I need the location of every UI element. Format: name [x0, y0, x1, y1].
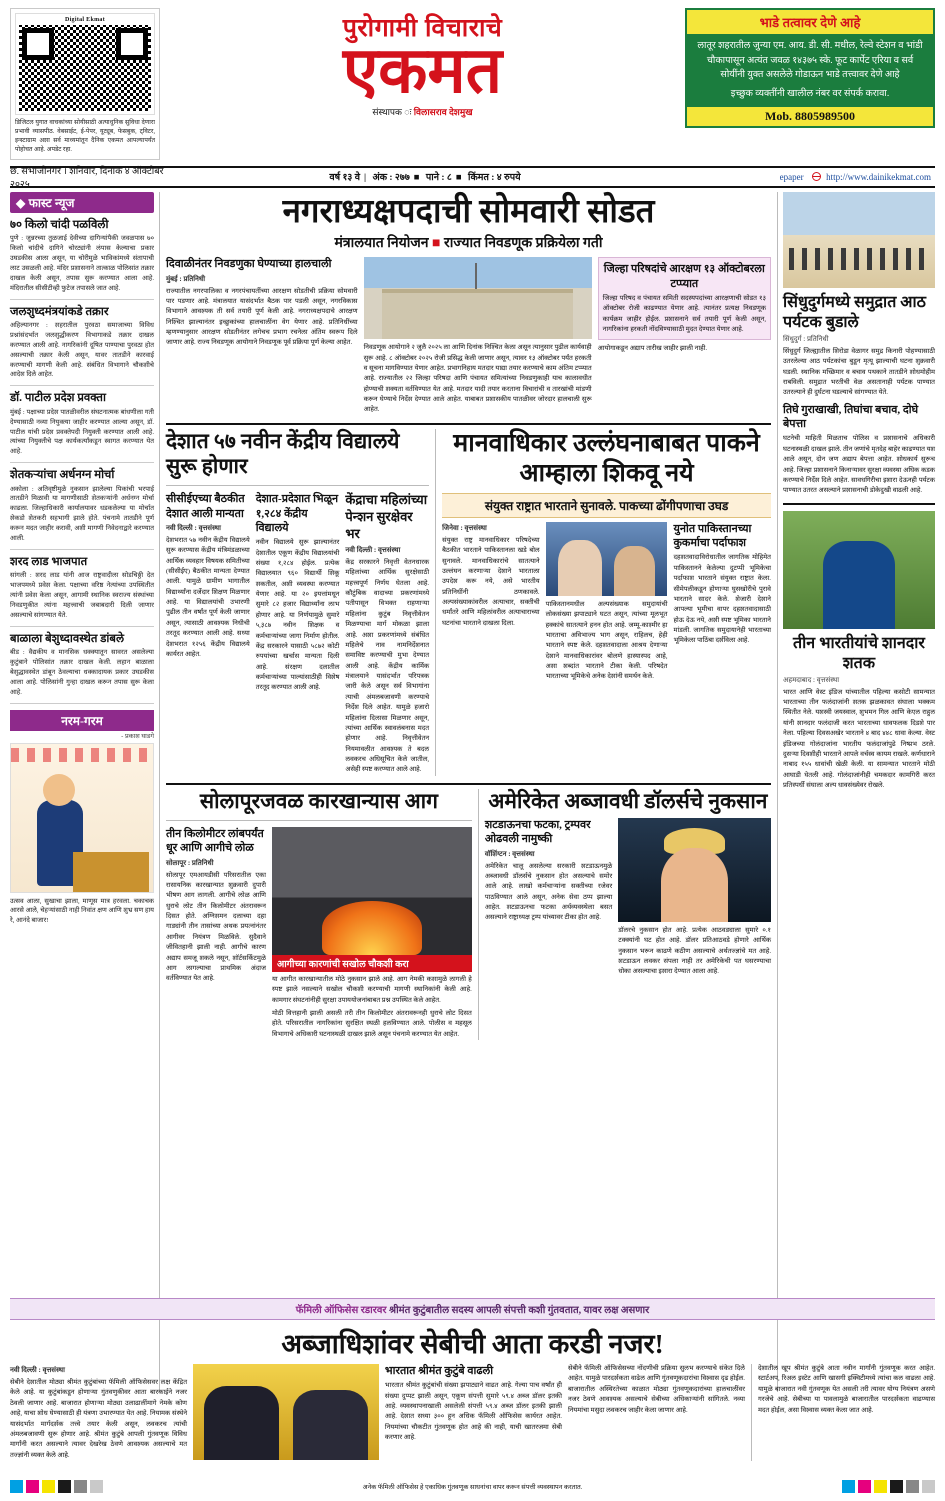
left-sidebar	[10, 192, 160, 1392]
title-block	[166, 8, 679, 118]
fire-text: सोलापूर एमआयडीसी परिसरातील एका रासायनिक कारखान्यात शुक्रवारी दुपारी भीषण आग लागली. आगीचे लोळ आणि धुराचे लोट तीन किलोमीटर अंतरावरून दिसत होते. अग्निशमन दलाच्या दहा गाड्यांनी तीन तासांच्या अथक प्रयत्नांनंतर आगीवर नियंत्रण मिळविले. सुदैवाने जीवितहानी झाली नाही. आगीचे कारण अद्याप समजू शकले नसून, शॉर्टसर्किटमुळे आग लागल्याचा प्राथमिक अंदाज वर्तविण्यात येत आहे.	[166, 871, 266, 983]
fire-photo	[272, 827, 472, 955]
fast-news-item-text: अहिल्यानगर : शहरातील पुरवठा समाजाच्या विविध प्रश्नांसंदर्भात जलशुद्धीकरण विभागाकडे तक्रार दाखल करण्यात आली आहे. नागरिकांनी दूषित पाण्याचा पुरवठा होत असल्याची तक्रार केली असून, यावर तातडीने कारवाई करण्याची मागणी केली आहे. संबंधित विभागाने चौकशीचे आदेश दिले आहेत.	[10, 322, 154, 379]
america-sub: शटडाऊनचा फटका, ट्रम्पवर ओढवली नामुष्की	[484, 818, 591, 846]
fast-news-item-text: बीड : वैद्यकीय व मानसिक धक्क्यातून सावरत असलेल्या कुटुंबाने पोलिसांत तक्रार दाखल केली. लहान बाळाला बेशुद्धावस्थेत डांबून ठेवल्याचा धक्कादायक प्रकार उघडकीस आला आहे. पोलिसांनी गुन्हा दाखल करून तपास सुरू केला आहे.	[10, 649, 154, 696]
pension-byline: नवी दिल्ली : वृत्तसंस्था	[345, 545, 401, 554]
sebi-headline[interactable]: अब्जाधिशांवर सेबीची आता करडी नजर!	[281, 1329, 664, 1359]
human-rights-headline[interactable]: मानवाधिकार उल्लंघनाबाबत पाकने आम्हाला शिकवू नये	[453, 429, 760, 487]
advertisement-box[interactable]	[685, 8, 935, 128]
pension-text: केंद्र सरकारने निवृत्ती वेतनधारक महिलांच्या आर्थिक सुरक्षेसाठी महत्त्वपूर्ण निर्णय घेतला आहे. कौटुंबिक वादाच्या प्रकरणांमध्ये पतीपासून विभक्त राहणाऱ्या महिलांना कुटुंब निवृत्तीवेतन मिळण्याचा मार्ग मोकळा झाला आहे. अशा प्रकरणांमध्ये संबंधित महिलेचे नाव नामनिर्देशनात समाविष्ट करण्याची मुभा देण्यात आली आहे. केंद्रीय कार्मिक मंत्रालयाने यासंदर्भात परिपत्रक जारी केले असून सर्व विभागांना त्याची अंमलबजावणी करण्याचे निर्देश दिले आहेत. यामुळे हजारो महिलांना दिलासा मिळणार असून, त्यांच्या आर्थिक स्वावलंबनास मदत होणार आहे. निवृत्तीवेतन नियमावलीत आवश्यक ते बदल लवकरच अधिसूचित केले जातील, असेही स्पष्ट करण्यात आले आहे.	[345, 558, 430, 774]
qr-inner	[15, 13, 155, 115]
fast-news-item-title: बाळाला बेशुध्दावस्थेत डांबले	[10, 632, 125, 645]
fast-news-item-title: शरद लाड भाजपात	[10, 555, 88, 568]
kendriya-c2-head: देशात-प्रदेशात भिळून १,२८४ केंद्रीय विद्यालये	[255, 493, 339, 534]
lead-headline[interactable]: नगराध्यक्षपदाची सोमवारी सोडत	[282, 193, 655, 230]
right-sidebar	[777, 192, 935, 1392]
america-headline[interactable]: अमेरिकेत अब्जावधी डॉलर्सचे नुकसान	[488, 788, 768, 813]
epaper-label: epaper	[779, 171, 804, 182]
kendriya-headline[interactable]: देशात ५७ नवीन केंद्रीय विद्यालये सुरू होणार	[166, 428, 400, 479]
america-text-2: डॉलरचे नुकसान होत आहे. प्रत्येक आठवड्याला सुमारे ०.१ टक्क्यांनी घट होत आहे. डॉलर प्रतिआठवडे होणारे आर्थिक नुकसान भरून काढणे कठीण असल्याचे अर्थतज्ज्ञांचे मत आहे. शटडाऊन लवकर संपला नाही तर अमेरिकेची पत घसरण्याचा धोका असल्याचा इशारा देण्यात आला आहे.	[618, 926, 771, 976]
zp-note: आयोगाकडून अद्याप तारीख जाहीर झाली नाही.	[597, 345, 708, 353]
color-dot	[26, 1480, 39, 1493]
color-dot	[906, 1480, 919, 1493]
kendriya-c1-head: सीसीईएच्या बैठकीत देशात आली मान्यता	[166, 493, 245, 520]
sebi-col-1	[10, 1364, 187, 1461]
masthead	[10, 8, 935, 160]
sebi-text-3: सेबीने फॅमिली ऑफिसेसच्या नोंदणीची प्रक्रिया सुलभ करण्याचे संकेत दिले आहेत. यामुळे पारदर्शकता वाढेल आणि गुंतवणूकदारांचा विश्वास दृढ होईल. बाजारातील अस्थिरतेच्या काळात मोठ्या गुंतवणूकदारांच्या हालचालींवर नजर ठेवणे आवश्यक असल्याचे सेबीच्या अधिकाऱ्यांनी सांगितले. नव्या नियमांचा मसुदा लवकरच जाहीर केला जाणार आहे.	[567, 1365, 745, 1414]
zp-text: जिल्हा परिषद व पंचायत समिती सदस्यपदांच्या आरक्षणाची सोडत १३ ऑक्टोबर रोजी काढण्यात येणार आहे. त्यानंतर प्रत्यक्ष निवडणूक कार्यक्रम जाहीर होईल. प्रशासनाने सर्व तयारी पूर्ण केली असून, नागरिकांना हरकती नोंदविण्यासाठी मुदत देण्यात येणार आहे.	[602, 294, 766, 333]
hr-right-head: युनोत पाकिस्तानच्या कुकर्माचा पर्दाफाश	[673, 522, 752, 550]
america-text-1: अमेरिकेत चालू असलेल्या सरकारी शटडाऊनमुळे अब्जावधी डॉलर्सचे नुकसान होत असल्याचे समोर आले आहे. लाखो कर्मचाऱ्यांना सक्तीच्या रजेवर पाठविण्यात आले असून, अनेक सेवा ठप्प झाल्या आहेत. शटडाऊनचा फटका अर्थव्यवस्थेला बसत असल्याने राष्ट्राध्यक्ष ट्रम्प यांच्यावर टीका होत आहे.	[484, 862, 613, 922]
color-registration-right	[842, 1480, 935, 1493]
fire-byline: सोलापूर : प्रतिनिधी	[166, 858, 214, 867]
ad-title: भाडे तत्वावर देणे आहे	[687, 10, 933, 34]
zp-reservation-box	[598, 257, 771, 340]
sebi-strip-text: श्रीमंत कुटुंबातील सदस्य आपली संपत्ती कशी गुंतवतात, यावर लक्ष असणार	[388, 1305, 650, 1316]
fire-col-1	[166, 827, 266, 1040]
america-columns	[485, 818, 771, 978]
website-url[interactable]: http://www.dainikekmat.com	[826, 171, 931, 182]
list-item[interactable]	[10, 386, 154, 463]
cartoon-head	[43, 774, 75, 806]
sebi-col-5	[751, 1364, 935, 1461]
color-dot	[90, 1480, 103, 1493]
color-dot	[874, 1480, 887, 1493]
qr-label: Digital Ekmat	[64, 17, 106, 23]
masthead-title: एकमत	[342, 34, 503, 106]
sindhudurg-text-2: घटनेची माहिती मिळताच पोलिस व प्रशासनाचे अधिकारी घटनास्थळी दाखल झाले. तीन जणांचे मृतदेह बाहेर काढण्यात यश आले असून, दोन जण अद्याप बेपत्ता आहेत. शोधकार्य सुरूच आहे. जिल्हा प्रशासनाने किनाऱ्यावर सुरक्षा व्यवस्था अधिक कडक करण्याचे निर्देश दिले आहेत. सावधगिरीचा इशारा देऊनही पर्यटक पाण्यात उतरत असल्याने प्रशासनाची डोकेदुखी वाढली आहे.	[783, 435, 935, 495]
sindhudurg-headline[interactable]: सिंधुदुर्गमध्ये समुद्रात आठ पर्यटक बुडाले	[783, 293, 926, 331]
price: किंमत : ४ रुपये	[468, 173, 521, 184]
founder-label: संस्थापक ः	[372, 106, 412, 117]
lead-c1-text: राज्यातील नगरपालिका व नगरपंचायतींच्या आरक्षण सोडतीची प्रक्रिया सोमवारी पार पडणार आहे. मंत्रालयात यासंदर्भात बैठक पार पडली असून, नगरविकास विभागाने आवश्यक ती सर्व तयारी पूर्ण केली आहे. नगराध्यक्षपदाचे आरक्षण निश्चित झाल्यानंतर इच्छुकांच्या हालचालींना वेग येणार आहे. प्रतिनिधींच्या म्हणण्यानुसार आरक्षण सोडतीनंतर लगेचच प्रभाग रचनेला अंतिम स्वरूप दिले जाणार आहे. राज्य निवडणूक आयोगाने निवडणूक पूर्व प्रक्रिया पूर्ण केल्या आहेत.	[166, 287, 358, 347]
color-dot	[890, 1480, 903, 1493]
kendriya-c2-text: नवीन विद्यालये सुरू झाल्यानंतर देशातील एकूण केंद्रीय विद्यालयांची संख्या १,२८४ होईल. प्रत्येक विद्यालयात ९६० विद्यार्थी शिकू शकतील, अशी व्यवस्था करण्यात येणार आहे. या २० इयत्तांमधून सुमारे ८२ हजार विद्यार्थ्यांना लाभ होणार आहे. या निर्णयामुळे सुमारे ५,३८७ नवीन शिक्षक व कर्मचाऱ्यांच्या जागा निर्माण होतील. केंद्र सरकारने यासाठी ५८७२ कोटी रुपयांच्या खर्चास मान्यता दिली आहे. संरक्षण दलातील कर्मचाऱ्यांच्या पाल्यांसाठीही विशेष तरतूद करण्यात आली आहे.	[255, 539, 340, 692]
fire-tail-text: मोठी वित्तहानी झाली असली तरी तीन किलोमीटर अंतरावरूनही धुराचे लोट दिसत होते. परिसरातील नागरिकांना सुरक्षित स्थळी हलविण्यात आले. पोलीस व महसूल विभागाचे अधिकारी घटनास्थळी दाखल झाले असून पंचनामे करण्यात येत आहेत.	[271, 1010, 472, 1038]
fire-caption-text: या आगीत कारखान्यातील मोठे नुकसान झाले आहे. आग नेमकी कशामुळे लागली हे स्पष्ट झाले नसल्याने सखोल चौकशी करण्याची मागणी स्थानिकांनी केली आहे. कामगार संघटनांनीही सुरक्षा उपाययोजनांबाबत प्रश्न उपस्थित केले आहेत.	[271, 975, 472, 1004]
hr-byline: जिनेवा : वृत्तसंस्था	[442, 523, 487, 532]
fast-news-item-text: सांगली : शरद लाड यांनी आज राष्ट्रवादीला सोडचिठ्ठी देत भाजपमध्ये प्रवेश केला. पक्षाच्या वरिष्ठ नेत्यांच्या उपस्थितीत त्यांनी प्रवेश केला असून, आगामी स्थानिक स्वराज्य संस्थांच्या निवडणुकीत त्यांना महत्त्वाची जबाबदारी दिली जाणार असल्याचे सांगण्यात येते.	[10, 572, 154, 619]
crowd-silhouette	[789, 248, 929, 270]
cricket-headline[interactable]: तीन भारतीयांचे शानदार शतक	[793, 634, 925, 672]
kendriya-col-1	[166, 492, 250, 776]
hr-text-2: पाकिस्तानमधील अल्पसंख्याक समुदायांची लोकसंख्या झपाट्याने घटत असून, त्यांच्या मूलभूत हक्कांचे सातत्याने हनन होत आहे. जम्मू-काश्मीर हा भारताचा अविभाज्य भाग असून, राहिलच, हेही भारताने स्पष्ट केले. दहशतवादाला आश्रय देणाऱ्या देशाने मानवाधिकारांवर बोलणे हास्यास्पद आहे, अशा शब्दांत भारताने टीका केली. परिषदेत भारताच्या भूमिकेचे अनेक देशांनी समर्थन केले.	[545, 600, 668, 681]
cricket-byline: अहमदाबाद : वृत्तसंस्था	[783, 675, 840, 684]
divider	[166, 423, 771, 425]
sindhudurg-sub: तिघे गुराखाखी, तिघांचा बचाव, दोघे बेपत्ता	[783, 403, 919, 431]
separator-icon: ■	[432, 236, 441, 252]
human-rights-columns	[442, 522, 771, 683]
lead-col-3	[598, 257, 771, 416]
lead-col-1	[166, 257, 358, 416]
america-col-2	[618, 818, 771, 978]
list-item[interactable]	[10, 627, 154, 704]
issue-number: अंक : २७७	[372, 173, 410, 184]
volume: वर्ष १३ वे	[329, 173, 360, 184]
narm-garam-header: नरम-गरम	[10, 710, 154, 731]
qr-caption: डिजिटल युगात वाचकांच्या सोयीसाठी अत्याधुनिक सुविधा देणारा प्रभावी व्यासपीठ. वेबसाईट, ई-पेपर, यूट्यूब, फेसबुक, ट्विटर, इन्स्टाग्राम अशा सर्व माध्यमांतून दैनिक एकमत आपल्यापर्यंत पोहोचत आहे. अपडेट रहा.	[15, 119, 155, 153]
color-dot	[42, 1480, 55, 1493]
lead-c1-byline: मुंबई : प्रतिनिधी	[166, 274, 206, 283]
politician-photo	[618, 818, 771, 922]
kendriya-col-2	[256, 492, 340, 776]
content-grid	[10, 192, 935, 1392]
hr-col-1	[442, 522, 540, 683]
america-col-1	[485, 818, 612, 978]
hr-col-2	[546, 522, 668, 683]
qr-panel	[10, 8, 160, 160]
list-item[interactable]	[10, 300, 154, 387]
cricket-photo	[783, 511, 935, 629]
hr-right-text: दहशतवादाविरोधातील जागतिक मोहिमेत पाकिस्तानने केलेल्या दुटप्पी भूमिकेचा पर्दाफाश भारताने संयुक्त राष्ट्रात केला. सीमेपलीकडून होणाऱ्या घुसखोरीचे पुरावे भारताने सादर केले. शेजारी देशाने आपल्या भूमीचा वापर दहशतवादासाठी होऊ देऊ नये, अशी स्पष्ट भूमिका भारताने मांडली. जागतिक समुदायानेही भारताच्या भूमिकेला पाठिंबा दर्शविला आहे.	[673, 554, 771, 645]
kendriya-c1-byline: नवी दिल्ली : वृत्तसंस्था	[166, 523, 221, 532]
main-column	[160, 192, 777, 1392]
pension-story	[345, 492, 429, 776]
fast-news-item-text: पुणे : जुन्नरच्या तुळजाई देवीच्या दागिन्यांपैकी जवळपास ७० किलो चांदीचे दागिने चोरट्यांनी लंपास केल्याचा प्रकार उघडकीस आला असून, या चोरीमुळे भाविकांमध्ये संतापाची लाट उसळली आहे. मंदिर प्रशासनाने तात्काळ पोलिसांत तक्रार दाखल केली असून, तपास सुरू करण्यात आला आहे. मंदिरातील सीसीटीव्ही फुटेज तपासले जात आहे.	[10, 235, 154, 292]
sebi-text-1: सेबीने देशातील मोठ्या श्रीमंत कुटुंबांच्या फॅमिली ऑफिसेसवर लक्ष केंद्रित केले आहे. या कुटुंबांकडून होणाऱ्या गुंतवणुकीवर आता बारकाईने नजर ठेवली जाणार आहे. बाजारात होणाऱ्या मोठ्या उलाढालींमागे नेमके कोण आहे, याचा शोध घेण्यासाठी ही यंत्रणा उभारण्यात येत आहे. नियामक संस्थेने यासंदर्भात मार्गदर्शक तत्त्वे तयार केली असून, लवकरच त्यांची अंमलबजावणी सुरू होणार आहे. श्रीमंत कुटुंबे आपली गुंतवणूक विविध मार्गांनी करत असल्याने त्यावर देखरेख ठेवणे आवश्यक असल्याचे मत तज्ज्ञांनी व्यक्त केले आहे.	[10, 1379, 188, 1459]
kendriya-story	[166, 429, 436, 776]
color-dot	[74, 1480, 87, 1493]
lead-sub-left: मंत्रालयात नियोजन	[334, 236, 429, 252]
cartoon-table	[73, 852, 149, 892]
epaper-link[interactable]	[685, 172, 935, 182]
color-dot	[858, 1480, 871, 1493]
pension-headline[interactable]: केंद्राचा महिलांच्या पेन्शन सुरक्षेवर भर	[345, 492, 428, 542]
businessmen-photo	[193, 1364, 379, 1460]
fast-news-item-title: डॉ. पाटील प्रदेश प्रवक्ता	[10, 392, 106, 405]
kendriya-c1-text: देशभरात ५७ नवीन केंद्रीय विद्यालये सुरू करण्यास केंद्रीय मंत्रिमंडळाच्या आर्थिक व्यवहार विषयक समितीच्या (सीसीईए) बैठकीत मान्यता देण्यात आली. यामुळे ग्रामीण भागातील विद्यार्थ्यांना दर्जेदार शिक्षण मिळणार आहे. या विद्यालयांची उभारणी पुढील तीन वर्षांत पूर्ण केली जाणार असून, त्यासाठी आवश्यक निधीची तरतूद करण्यात आली आहे. सध्या देशभरात १२५६ केंद्रीय विद्यालये कार्यरत आहेत.	[166, 536, 250, 658]
list-item[interactable]	[10, 213, 154, 300]
hr-col-3	[673, 522, 771, 683]
qr-code-icon[interactable]	[19, 25, 151, 111]
color-dot	[842, 1480, 855, 1493]
fire-col-2	[272, 827, 472, 1040]
list-item[interactable]	[10, 463, 154, 550]
footer-bar	[10, 1480, 935, 1493]
lead-c2-text: निवडणूक आयोगाने २ जुलै २०२५ ला आणि दिनांक निश्चित केला असून त्यानुसार पुढील कार्यवाही सुरू आहे. ८ ऑक्टोबर २०२५ रोजी प्रसिद्ध केली जाणार असून, त्यावर १३ ऑक्टोबर पर्यंत हरकती व सूचना मागविण्यात येणार आहेत. प्रभागनिहाय मतदार याद्या तयार करण्याचे काम अंतिम टप्प्यात आहे. राज्यातील २२ जिल्हा परिषदा आणि पंचायत समित्यांच्या निवडणुकाही याच कालावधीत होण्याची शक्यता वर्तविण्यात येत आहे. मतदार यादी तयार करताना विचारांची व तारखांची मांडणी करून घेण्याचे निर्देश देण्यात आले आहेत. याबाबत प्रशासकीय पातळीवर जोरदार हालचाली सुरू आहेत.	[363, 344, 592, 414]
color-dot	[922, 1480, 935, 1493]
beach-photo	[783, 192, 935, 288]
cartoon-illustration	[10, 743, 154, 893]
fast-news-item-text: अकोला : अतिवृष्टीमुळे नुकसान झालेल्या पिकांची भरपाई तातडीने मिळावी या मागणीसाठी शेतकऱ्यांनी अर्धनग्न मोर्चा काढला. जिल्हाधिकारी कार्यालयावर धडकलेल्या या मोर्चात शेकडो शेतकरी सहभागी झाले होते. पंचनामे तातडीने पूर्ण करून मदत जाहीर करावी, अशी मागणी निवेदनाद्वारे करण्यात आली.	[10, 485, 154, 543]
sebi-strip	[10, 1298, 935, 1320]
bottom-section	[10, 1298, 935, 1461]
masthead-founder	[166, 105, 679, 118]
cartoonist-credit: - प्रकाश घाडगे	[121, 732, 154, 740]
fast-news-item-text: मुंबई : पक्षाच्या प्रदेश पातळीवरील संघटनात्मक बांधणीला गती देण्यासाठी नव्या नियुक्त्या जाहीर करण्यात आल्या असून, डॉ. पाटील यांची प्रदेश प्रवक्तेपदी नियुक्ती करण्यात आली आहे. त्यांच्या नियुक्तीचे पक्ष कार्यकर्त्यांकडून स्वागत करण्यात येत आहे.	[10, 408, 154, 456]
sebi-text-2: भारतात श्रीमंत कुटुंबांची संख्या झपाट्याने वाढत आहे. गेल्या पाच वर्षांत ही संख्या दुप्पट झाली असून, एकूण संपत्ती सुमारे ५९.४ अब्ज डॉलर इतकी आहे. व्यवस्थापनाखाली असलेली संपत्ती ५९.४ अब्ज डॉलर इतकी झाली आहे. देशात सध्या ३०० हून अधिक फॅमिली ऑफिसेस कार्यरत आहेत. नियमांच्या चौकटीत गुंतवणूक होत आहे की नाही, याची खातरजमा सेबी करणार आहे.	[384, 1382, 562, 1442]
sindhudurg-text-1: सिंधुदुर्ग जिल्ह्यातील शिरोडा वेळागर समुद्र किनारी पोहण्यासाठी उतरलेल्या आठ पर्यटकांचा बुडून मृत्यू झाल्याची घटना शुक्रवारी घडली. स्थानिक मच्छिमार व बचाव पथकाने तातडीने शोधमोहीम राबविली. समुद्रात भरतीची वेळ असतानाही पर्यटक पाण्यात उतरल्याने ही दुर्घटना घडल्याचे सांगण्यात येते.	[783, 347, 935, 397]
bunting-decoration	[11, 748, 153, 762]
color-registration-left	[10, 1480, 103, 1493]
kendriya-columns	[166, 492, 429, 776]
edition-date: छ. संभाजीनगर । शनिवार, दिनांक ४ ऑक्टोबर २०२५	[10, 166, 164, 190]
fire-sub: तीन किलोमीटर लांबपर्यंत धूर आणि आगीचे लोळ	[166, 827, 264, 855]
sebi-strip-tag: फॅमिली ऑफिसेस रडारवर	[295, 1305, 387, 1316]
ad-body	[687, 34, 933, 107]
fire-columns	[166, 827, 472, 1040]
page-count: पाने : ८	[425, 173, 452, 184]
ad-text: लातूर शहरातील जुन्या एम. आय. डी. सी. मधील, रेल्वे स्टेशन व भांडी चौकापासून अत्यंत जवळ १४३७५ स्के. फूट कार्पेट एरिया व सर्व सोयींनी युक्त असलेले गोडाऊन भाडे तत्त्वावर देणे आहे	[697, 41, 923, 81]
fire-headline[interactable]: सोलापूरजवळ कारखान्यास आग	[199, 788, 438, 813]
third-band	[166, 789, 771, 1040]
fast-news-header: ◆ फास्ट न्यूज	[10, 192, 154, 213]
human-rights-story	[442, 429, 771, 776]
ad-cta: इच्छुक व्यक्तींनी खालील नंबर वर संपर्क करावा.	[730, 89, 890, 100]
lead-sub-right: राज्यात निवडणूक प्रक्रियेला गती	[444, 236, 603, 252]
sebi-byline: नवी दिल्ली : वृत्तसंस्था	[10, 1366, 65, 1374]
fast-news-item-title: ७० किलो चांदी पळविली	[10, 218, 109, 231]
footer-note: अनेक फॅमिली ऑफिसेस हे एकाधिक गुंतवणूक साधनांचा वापर करून संपत्ती व्यवस्थापन करतात.	[362, 1484, 583, 1491]
ad-phone[interactable]: Mob. 8805989500	[687, 107, 933, 126]
sindhudurg-byline: सिंधुदुर्ग : प्रतिनिधी	[783, 334, 829, 343]
info-bar	[10, 166, 935, 188]
america-story	[485, 789, 771, 1040]
divider	[166, 783, 771, 785]
america-byline: वॉशिंग्टन : वृत्तसंस्था	[484, 849, 535, 858]
parliament-photo	[364, 257, 592, 339]
sebi-columns	[10, 1364, 935, 1461]
cartoon-caption: उत्सव आला, सुखाचा झाला, माणूस मात्र हरवला. चकाचक आरसे आले, चेहऱ्यांसाठी नाही निवांत क्षण आणि शुभ्र सण हाय रे, आनंदे बाजार!	[10, 897, 154, 925]
sebi-col-2	[193, 1364, 379, 1461]
human-rights-band: संयुक्त राष्ट्रात भारताने सुनावले. पाकच्या ढोंगीपणाचा उघड	[442, 493, 771, 518]
fire-photo-caption: आगीच्या कारणांची सखोल चौकशी करा	[272, 955, 472, 972]
masthead-kicker: पुरोगामी विचाराचे	[342, 14, 503, 42]
cricket-text: भारत आणि वेस्ट इंडिज यांच्यातील पहिल्या कसोटी सामन्यात भारताच्या तीन फलंदाजांनी शतक झळकावत संघाला भक्कम स्थितीत नेले. यशस्वी जयस्वाल, शुभमन गिल आणि केएल राहुल यांनी शानदार फलंदाजी करत भारताच्या धावफलक दिडशे पार नेला. पहिल्या दिवसअखेर भारताने ४ बाद ४४८ धावा केल्या. वेस्ट इंडिजच्या गोलंदाजांना भारतीय फलंदाजांपुढे निष्प्रभ ठरले. दुसऱ्या दिवशीही भारताने आपले वर्चस्व कायम राखले. कर्णधाराने नाबाद १५५ धावांची खेळी केली. या सामन्यात भारताने मोठी आघाडी घेतली आहे. गोलंदाजांनीही चमकदार कामगिरी करत प्रतिस्पर्धी संघाला अल्प धावसंख्येवर रोखले.	[783, 688, 935, 790]
fire-story	[166, 789, 479, 1040]
globe-icon	[812, 172, 821, 181]
lead-subheadline	[166, 233, 771, 252]
list-item[interactable]	[10, 550, 154, 627]
second-band	[166, 429, 771, 776]
sebi-col-4	[568, 1364, 745, 1461]
color-dot	[58, 1480, 71, 1493]
fast-news-title: फास्ट न्यूज	[28, 195, 75, 210]
lead-story-columns	[166, 257, 771, 416]
leaders-photo	[546, 522, 668, 596]
sebi-text-4: देशातील खूप श्रीमंत कुटुंबे आता नवीन मार्गांनी गुंतवणूक करत आहेत. स्टार्टअप, रिअल इस्टेट आणि खासगी इक्विटीमध्ये त्यांचा कल वाढला आहे. यामुळे बाजारात नवी गुंतवणूक येत असली तरी त्यावर योग्य नियंत्रण असणे गरजेचे आहे. सेबीच्या या पावलामुळे बाजारातील पारदर्शकता वाढण्यास मदत होईल, असा विश्वास व्यक्त केला जात आहे.	[757, 1365, 935, 1414]
hr-text-1: संयुक्त राष्ट्र मानवाधिकार परिषदेच्या बैठकीत भारताने पाकिस्तानला खडे बोल सुनावले. मानवाधिकारांचे सातत्याने उल्लंघन करणाऱ्या देशाने भारताला उपदेश करू नये, असे भारतीय प्रतिनिधींनी ठणकावले. अल्पसंख्याकांवरील अत्याचार, सक्तीची धर्मांतरे आणि महिलांवरील अत्याचाराच्या घटनांचा भारताने दाखला दिला.	[442, 536, 540, 627]
sebi-col-3	[385, 1364, 562, 1461]
fast-news-item-title: जलशुध्दमंत्रयांकडे तक्रार	[10, 305, 109, 318]
zp-head: जिल्हा परिषदांचे आरक्षण १३ ऑक्टोबरला टप्प्यात	[603, 263, 765, 290]
lead-col-2	[364, 257, 592, 416]
lead-c1-head: दिवाळीनंतर निवडणुका घेण्याच्या हालचाली	[166, 258, 332, 271]
fast-news-item-title: शेतकऱ्यांचा अर्धनग्न मोर्चा	[10, 469, 115, 482]
color-dot	[10, 1480, 23, 1493]
sebi-c2-head: भारतात श्रीमंत कुटुंबे वाढली	[384, 1365, 494, 1377]
founder-name: विलासराव देशमुख	[413, 106, 473, 117]
issue-meta: वर्ष १३ वे | अंक : २७७ ■ पाने : ८ ■ किंमत : ४ रुपये	[329, 173, 521, 184]
